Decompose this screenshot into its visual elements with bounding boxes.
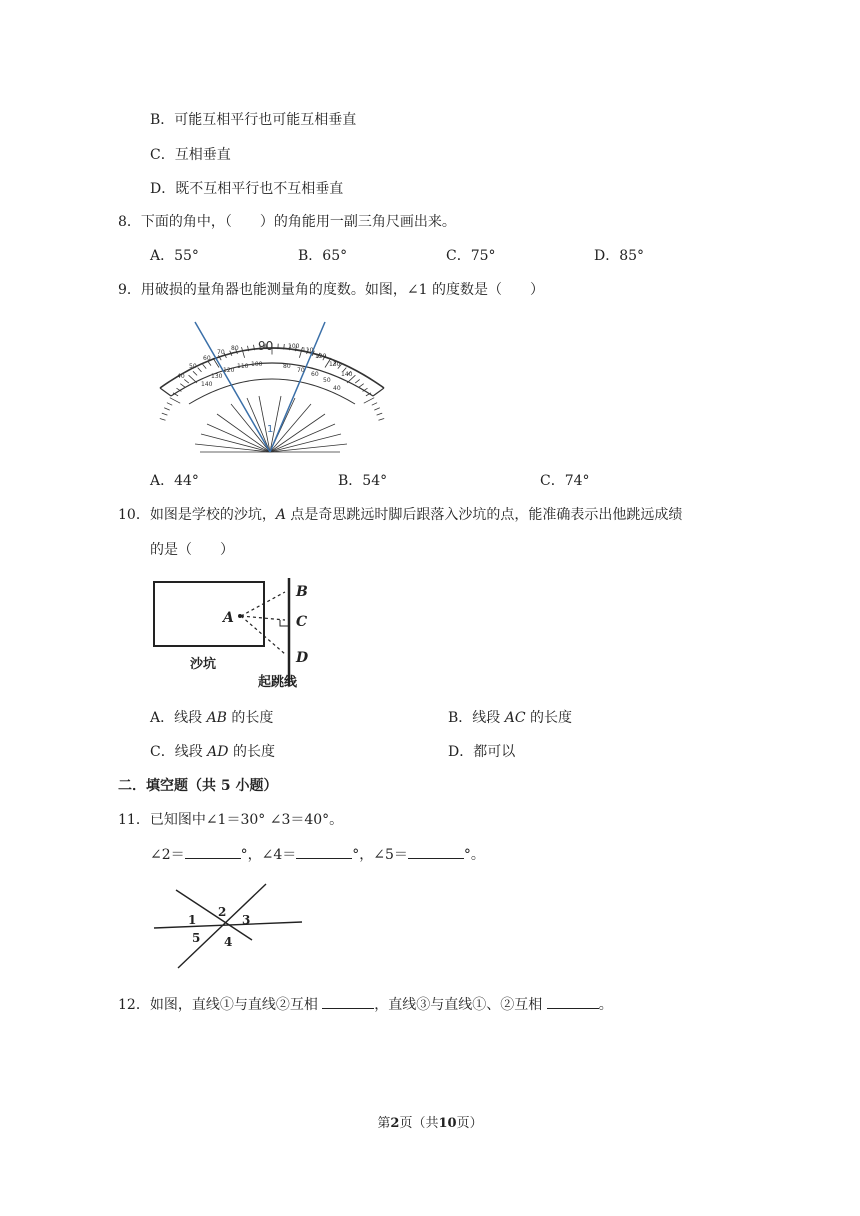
angle-2-label: 2 <box>218 905 227 919</box>
protractor-tick <box>167 403 172 406</box>
scale-outer-140: 140 <box>341 371 353 378</box>
sand-pit-figure <box>150 576 320 692</box>
scale-inner-80: 80 <box>283 363 291 370</box>
angle-2-blank[interactable] <box>185 844 241 859</box>
scale-outer-110: 110 <box>302 347 314 354</box>
q11-stem: 11．已知图中∠1＝30° ∠3＝40°。 <box>118 812 344 828</box>
q8-option-d: D．85° <box>594 248 645 264</box>
angle-1-label: 1 <box>267 424 274 435</box>
angle-5-label: 5 <box>192 931 201 945</box>
angle-1-label: 1 <box>188 913 197 927</box>
q10-stem-line1: 10．如图是学校的沙坑，A 点是奇思跳远时脚后跟落入沙坑的点，能准确表示出他跳远成绩 <box>118 507 683 523</box>
scale-inner-50: 50 <box>323 377 331 384</box>
q10-stem-line2: 的是（ ） <box>150 542 234 558</box>
q12-blank-2[interactable] <box>547 994 599 1009</box>
scale-inner-70: 70 <box>297 367 305 374</box>
protractor-tick <box>372 403 377 406</box>
angle-3-label: 3 <box>242 913 251 927</box>
protractor-tick <box>180 384 185 388</box>
q10-option-a: A．线段 AB 的长度 <box>150 710 274 726</box>
page-footer: 第2页（共10页） <box>377 1116 483 1131</box>
q8-option-a: A．55° <box>150 248 199 264</box>
scale-outer-130: 130 <box>329 361 341 368</box>
q9-option-c: C．74° <box>540 473 590 489</box>
protractor-tick <box>377 413 383 415</box>
scale-outer-90: 90 <box>258 339 274 353</box>
q7-option-d: D．既不互相平行也不互相垂直 <box>150 181 344 197</box>
protractor-tick <box>379 419 385 421</box>
protractor-tick <box>189 375 197 383</box>
angle-4-blank[interactable] <box>296 844 352 859</box>
takeoff-line-label: 起跳线 <box>258 675 298 690</box>
q10-option-b: B．线段 AC 的长度 <box>448 710 573 726</box>
point-d-label: D <box>296 650 309 666</box>
angle-4-label: 4 <box>224 935 233 949</box>
protractor-tick <box>160 419 166 421</box>
scale-inner-120: 120 <box>223 367 235 374</box>
protractor-tick <box>198 368 202 372</box>
scale-outer-80: 80 <box>231 345 239 352</box>
scale-outer-40: 40 <box>177 373 185 380</box>
scale-outer-60: 60 <box>203 355 211 362</box>
intersecting-lines-figure <box>152 880 308 972</box>
scale-outer-50: 50 <box>189 363 197 370</box>
q9-option-b: B．54° <box>338 473 388 489</box>
protractor-tick <box>193 371 197 375</box>
q8-option-b: B．65° <box>298 248 348 264</box>
scale-inner-40: 40 <box>333 385 341 392</box>
protractor-tick <box>184 379 189 383</box>
scale-inner-110: 110 <box>237 363 249 370</box>
q8-stem: 8．下面的角中，（ ）的角能用一副三角尺画出来。 <box>118 214 456 230</box>
q8-option-c: C．75° <box>446 248 496 264</box>
q9-option-a: A．44° <box>150 473 199 489</box>
angle-5-blank[interactable] <box>408 844 464 859</box>
scale-outer-120: 120 <box>315 353 327 360</box>
protractor-tick <box>203 364 207 368</box>
scale-outer-100: 100 <box>288 343 300 350</box>
protractor-figure <box>155 318 390 456</box>
q7-option-b: B．可能互相平行也可能互相垂直 <box>150 112 357 128</box>
protractor-tick <box>164 408 170 410</box>
point-a-label: A <box>223 610 234 626</box>
protractor-tick <box>242 347 245 358</box>
q10-option-d: D．都可以 <box>448 744 516 760</box>
section-2-title: 二．填空题（共 5 小题） <box>118 778 278 794</box>
protractor-tick <box>162 413 168 415</box>
q11-blank-line: ∠2＝ °，∠4＝ °，∠5＝ °。 <box>150 844 485 865</box>
scale-inner-60: 60 <box>311 371 319 378</box>
protractor-tick <box>170 398 180 404</box>
point-b-label: B <box>296 584 308 600</box>
scale-outer-70: 70 <box>217 349 225 356</box>
scale-inner-130: 130 <box>211 373 223 380</box>
scale-inner-100: 100 <box>251 361 263 368</box>
q12-stem: 12．如图，直线①与直线②互相 ，直线③与直线①、②互相 。 <box>118 994 613 1015</box>
protractor-tick <box>359 384 364 388</box>
q9-stem: 9．用破损的量角器也能测量角的度数。如图，∠1 的度数是（ ） <box>118 282 544 298</box>
protractor-tick <box>364 398 374 404</box>
scale-inner-140: 140 <box>201 381 213 388</box>
q7-option-c: C．互相垂直 <box>150 147 231 163</box>
q10-option-c: C．线段 AD 的长度 <box>150 744 275 760</box>
point-c-label: C <box>296 614 308 630</box>
protractor-tick <box>374 408 380 410</box>
protractor-tick <box>355 379 360 383</box>
sand-pit-label: 沙坑 <box>190 657 217 672</box>
q12-blank-1[interactable] <box>322 994 374 1009</box>
